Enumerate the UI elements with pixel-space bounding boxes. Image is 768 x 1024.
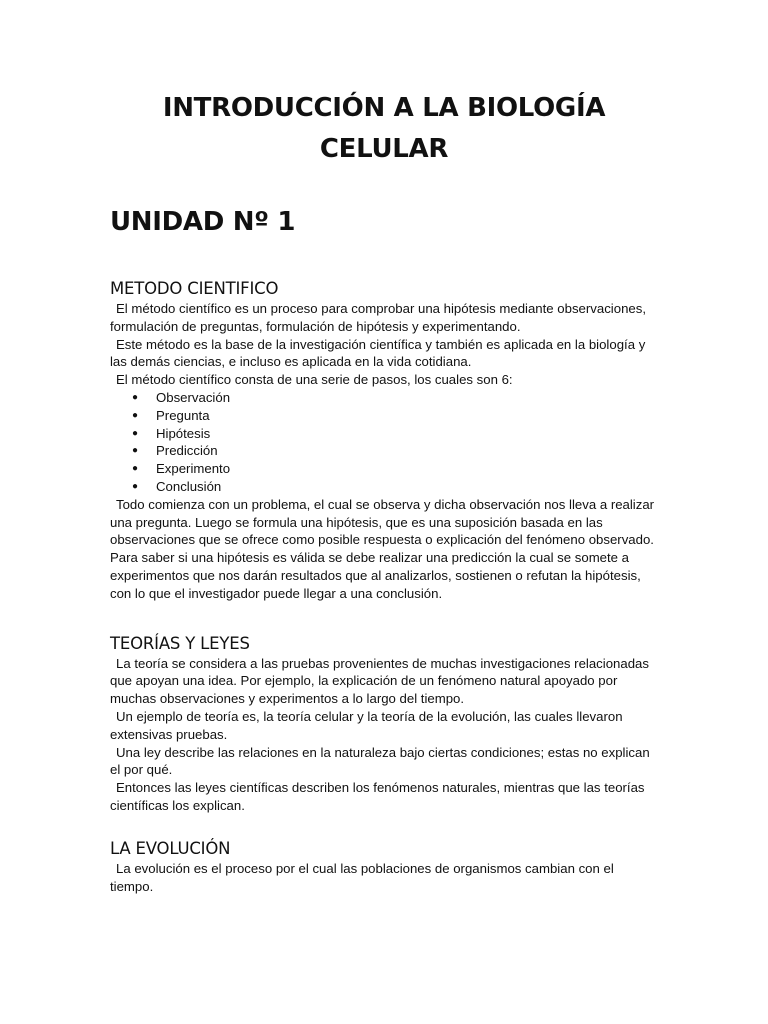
list-item-label: Predicción [156,443,218,459]
section-heading-metodo: METODO CIENTIFICO [110,279,279,298]
list-item-label: Pregunta [156,407,210,423]
list-item [132,442,658,460]
list-item-label: Hipótesis [156,425,211,441]
paragraph: El método científico es un proceso para comprobar una hipótesis mediante observaciones, formulación de preguntas, formulación de hipótesis y experimentando. [110,301,646,334]
section-heading-teorias: TEORÍAS Y LEYES [110,633,250,653]
bullet-icon: ● [132,427,139,439]
paragraph: Este método es la base de la investigación científica y también es aplicada en la biología y las demás ciencias, e incluso es aplicada en la vida cotidiana. [110,336,646,370]
list-item-label: Experimento [156,461,231,477]
list-item [132,425,658,443]
list-item-label: Conclusión [156,478,222,494]
list-item-label: Observación [156,389,231,405]
steps-list [110,389,658,496]
unit-title: UNIDAD Nº 1 [110,207,296,237]
bullet-icon: ● [132,463,139,475]
section-heading-evolucion: LA EVOLUCIÓN [110,838,231,858]
paragraph: La evolución es el proceso por el cual las poblaciones de organismos cambian con el tiempo. [110,860,614,894]
list-item [132,460,658,478]
bullet-icon: ● [132,391,139,403]
list-item [132,389,658,407]
paragraph: El método científico consta de una serie de pasos, los cuales son 6: [116,372,513,388]
paragraph: Una ley describe las relaciones en la naturaleza bajo ciertas condiciones; estas no explican el por qué. [110,744,650,778]
list-item [132,478,658,496]
list-item [132,407,658,425]
bullet-icon: ● [132,445,139,457]
paragraph: Un ejemplo de teoría es, la teoría celular y la teoría de la evolución, las cuales llevaron extensivas pruebas. [110,708,623,742]
document-page [110,88,658,895]
paragraph: La teoría se considera a las pruebas provenientes de muchas investigaciones relacionadas que apoyan una idea. Por ejemplo, la explicación de un fenómeno natural apoyado por muchas observaciones y experimentos a lo largo del tiempo. [110,655,649,707]
bullet-icon: ● [132,480,139,492]
bullet-icon: ● [132,409,139,421]
paragraph: Entonces las leyes científicas describen los fenómenos naturales, mientras que las teorías científicas los explican. [110,780,645,813]
document-title: INTRODUCCIÓN A LA BIOLOGÍA CELULAR [162,93,606,164]
paragraph: Todo comienza con un problema, el cual se observa y dicha observación nos lleva a realizar una pregunta. Luego se formula una hipótesis, que es una suposición basada en las observaciones que se ofrece como posible respuesta o explicación del fenómeno observado. Para saber si una hipótesis es válida se debe realizar una predicción la cual se somete a experimentos que nos darán resultados que al analizarlos, sostienen o refutan la hipótesis, con lo que el investigador puede llegar a una conclusión. [110,496,655,601]
